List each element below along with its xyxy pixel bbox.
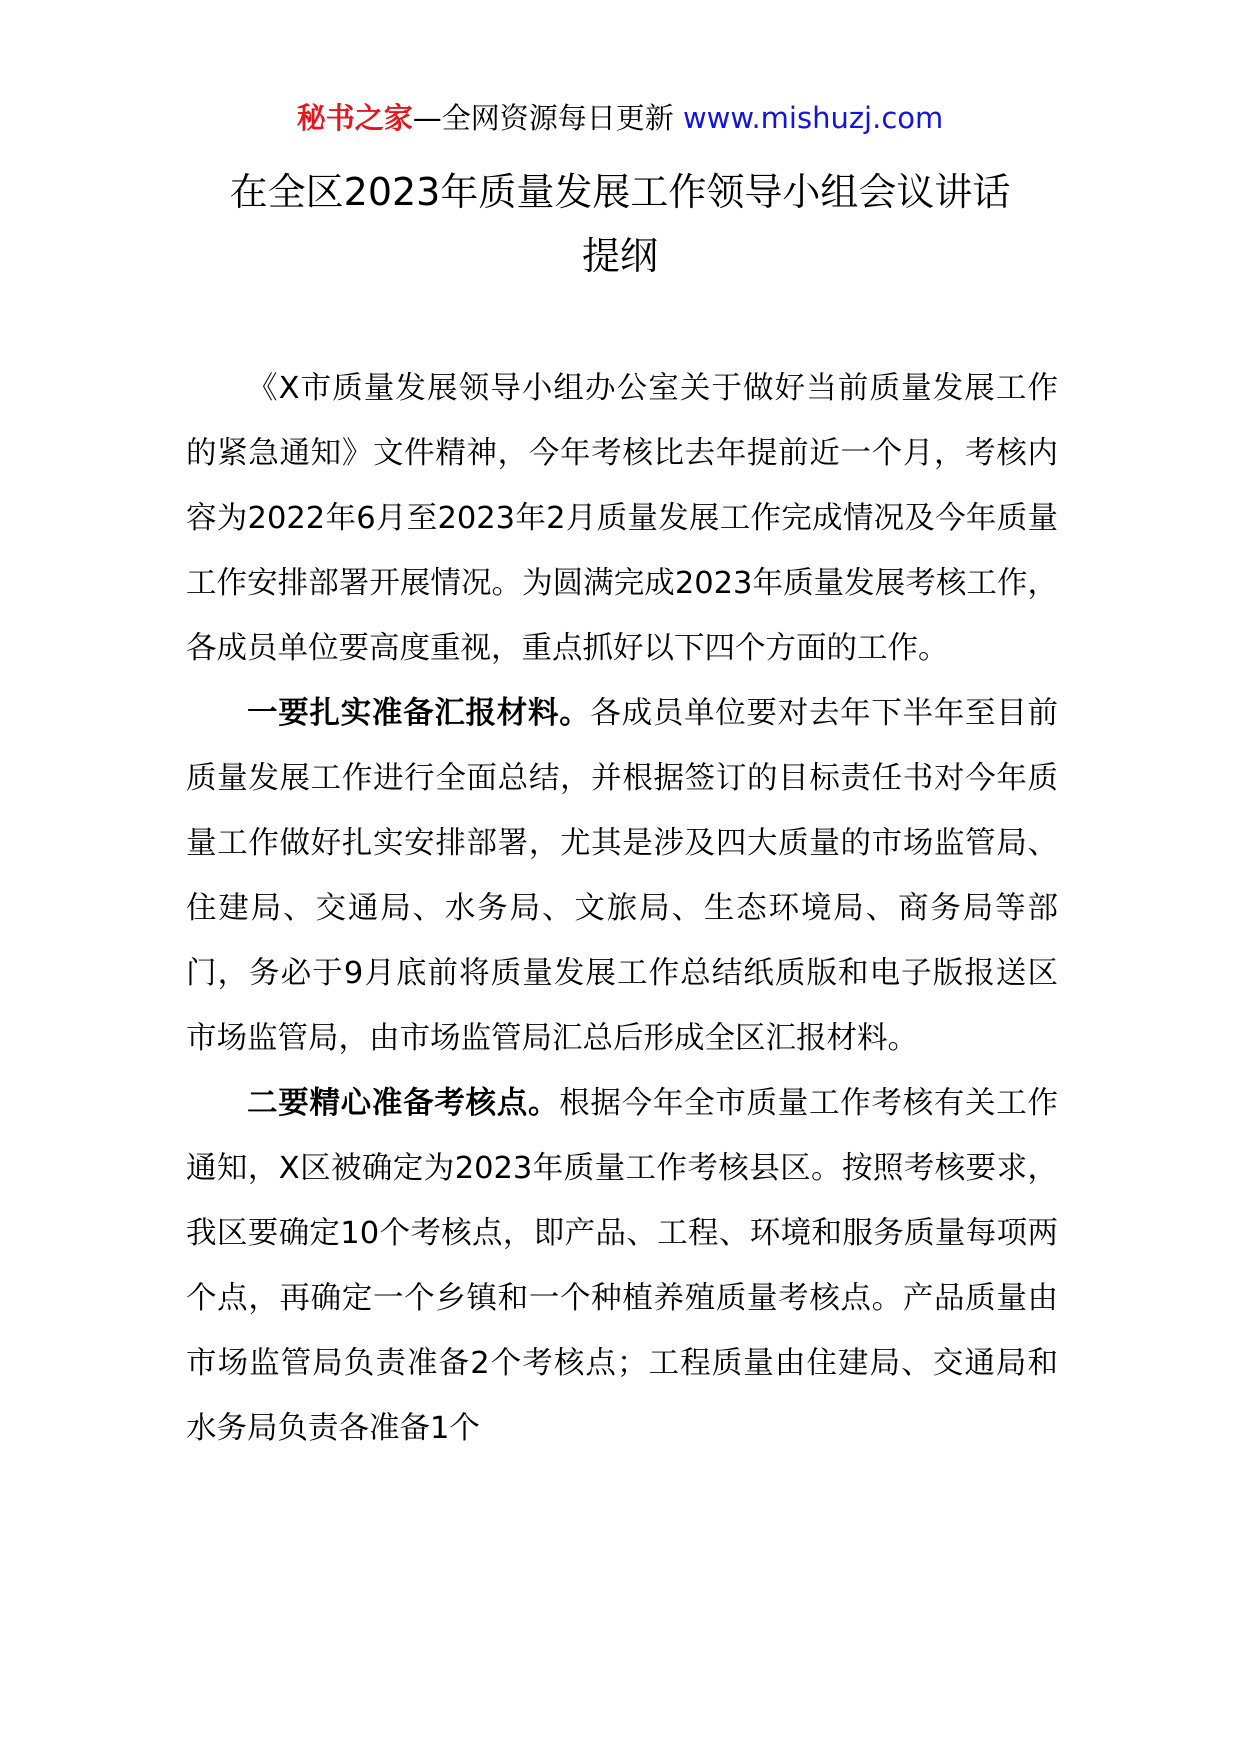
paragraph-text: 各成员单位要对去年下半年至目前质量发展工作进行全面总结，并根据签订的目标责任书对今年质量工作做好扎实安排部署，尤其是涉及四大质量的市场监管局、住建局、交通局、水务局、文旅局、生态环境局、商务局等部门，务必于9月底前将质量发展工作总结纸质版和电子版报送区市场监管局，由市场监管局汇总后形成全区汇报材料。 (186, 696, 1059, 1056)
brand-name: 秘书之家 (296, 101, 413, 135)
document-body (186, 356, 1058, 1461)
site-banner (0, 98, 1240, 138)
paragraph-point-2 (186, 1071, 1058, 1461)
site-url-link[interactable]: www.mishuzj.com (682, 101, 944, 135)
document-title (0, 160, 1240, 288)
paragraph-text: 根据今年全市质量工作考核有关工作通知，X区被确定为2023年质量工作考核县区。按照考核要求，我区要确定10个考核点，即产品、工程、环境和服务质量每项两个点，再确定一个乡镇和一个种植养殖质量考核点。产品质量由市场监管局负责准备2个考核点；工程质量由住建局、交通局和水务局负责各准备1个 (186, 1086, 1059, 1446)
document-title-line-2: 提纲 (581, 234, 658, 278)
paragraph-lead: 一要扎实准备汇报材料。 (247, 696, 591, 731)
banner-tagline: —全网资源每日更新 (412, 101, 674, 135)
paragraph-lead: 二要精心准备考核点。 (247, 1086, 560, 1121)
paragraph-point-1 (186, 681, 1058, 1071)
paragraph-text: 《X市质量发展领导小组办公室关于做好当前质量发展工作的紧急通知》文件精神，今年考核比去年提前近一个月，考核内容为2022年6月至2023年2月质量发展工作完成情况及今年质量工作安排部署开展情况。为圆满完成2023年质量发展考核工作，各成员单位要高度重视，重点抓好以下四个方面的工作。 (186, 371, 1058, 666)
document-title-line-1: 在全区2023年质量发展工作领导小组会议讲话 (229, 170, 1011, 214)
paragraph-intro (186, 356, 1058, 681)
